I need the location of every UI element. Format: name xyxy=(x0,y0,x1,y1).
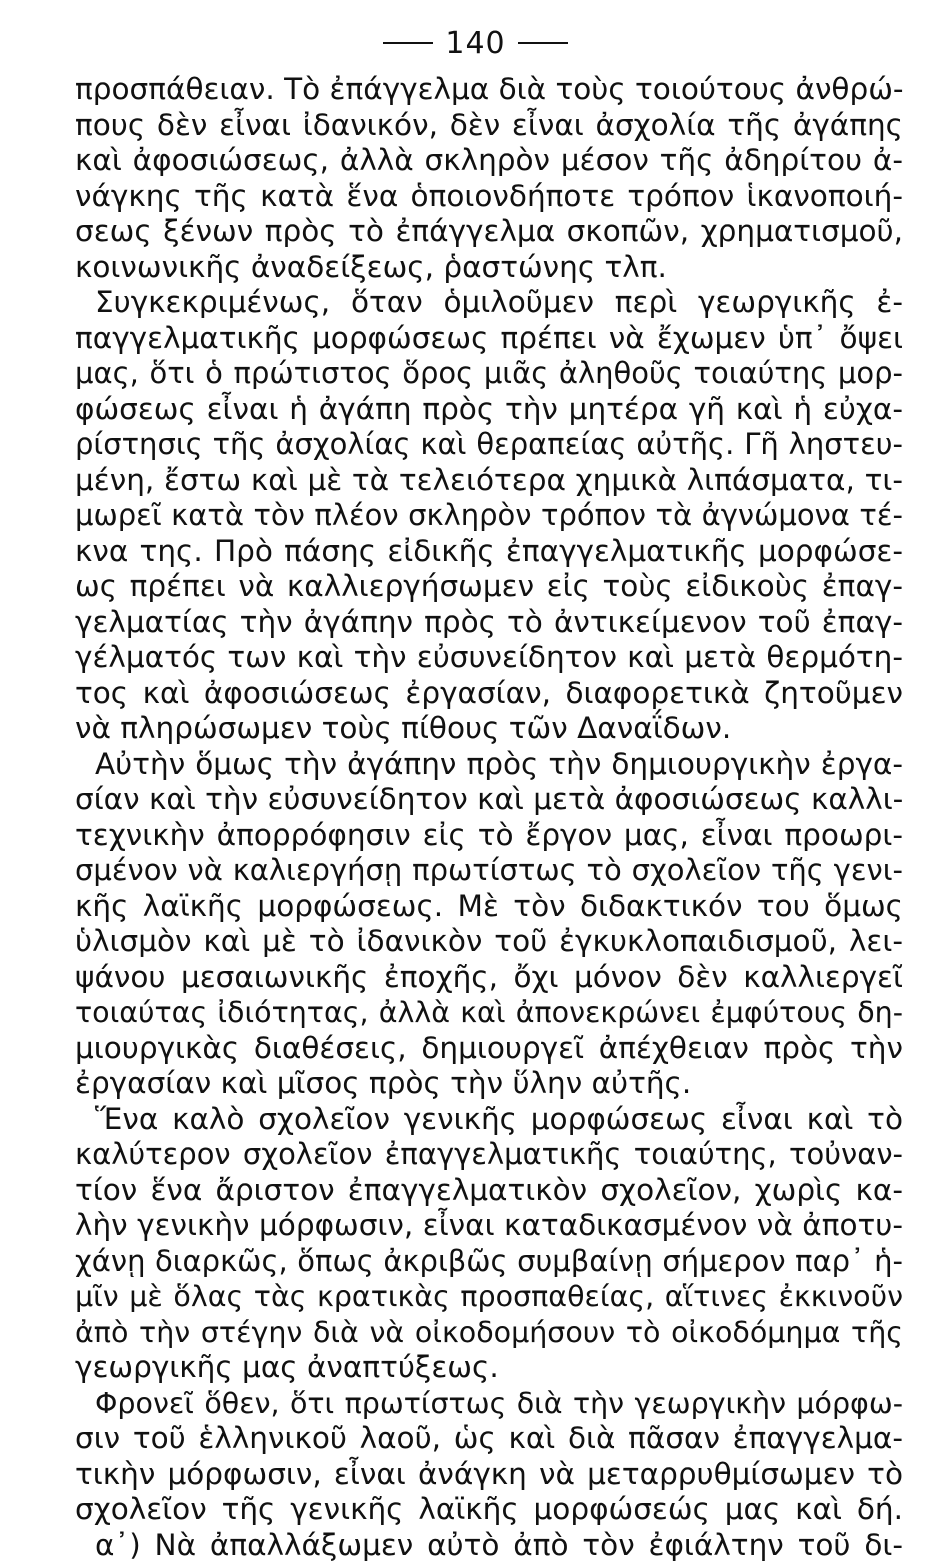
text-line: ως πρέπει νὰ καλλιεργήσωμεν εἰς τοὺς εἰδικοὺς ἐπαγ- xyxy=(75,569,903,605)
text-line: νὰ πληρώσωμεν τοὺς πίθους τῶν Δαναΐδων. xyxy=(75,711,903,747)
text-line: Φρονεῖ ὅθεν, ὅτι πρωτίστως διὰ τὴν γεωργικὴν μόρφω- xyxy=(75,1386,903,1422)
text-line: τος καὶ ἀφοσιώσεως ἐργασίαν, διαφορετικὰ ζητοῦμεν xyxy=(75,676,903,712)
text-line: χάνῃ διαρκῶς, ὅπως ἀκριβῶς συμβαίνῃ σήμερον παρ᾽ ἡ- xyxy=(75,1244,903,1280)
text-line: σίαν καὶ τὴν εὐσυνείδητον καὶ μετὰ ἀφοσιώσεως καλλι- xyxy=(75,782,903,818)
text-line: κνα της. Πρὸ πάσης εἰδικῆς ἐπαγγελματικῆς μορφώσε- xyxy=(75,534,903,570)
text-line: μένη, ἔστω καὶ μὲ τὰ τελειότερα χημικὰ λιπάσματα, τι- xyxy=(75,463,903,499)
page-number: 140 xyxy=(445,26,505,61)
text-line: ὑλισμὸν καὶ μὲ τὸ ἰδανικὸν τοῦ ἐγκυκλοπαιδισμοῦ, λει- xyxy=(75,924,903,960)
page-header xyxy=(0,18,951,68)
text-line: τοιαύτας ἰδιότητας, ἀλλὰ καὶ ἀπονεκρώνει ἐμφύτους δη- xyxy=(75,995,903,1031)
text-line: σιν τοῦ ἑλληνικοῦ λαοῦ, ὡς καὶ διὰ πᾶσαν ἐπαγγελμα- xyxy=(75,1421,903,1457)
text-line: μας, ὅτι ὁ πρώτιστος ὅρος μιᾶς ἀληθοῦς τοιαύτης μορ- xyxy=(75,356,903,392)
text-line: καὶ ἀφοσιώσεως, ἀλλὰ σκληρὸν μέσον τῆς ἀδηρίτου ἀ- xyxy=(75,143,903,179)
text-line: σμένον νὰ καλιεργήσῃ πρωτίστως τὸ σχολεῖον τῆς γενι- xyxy=(75,853,903,889)
text-line: ἐργασίαν καὶ μῖσος πρὸς τὴν ὕλην αὐτῆς. xyxy=(75,1066,903,1102)
text-line: α᾽) Νὰ ἀπαλλάξωμεν αὐτὸ ἀπὸ τὸν ἐφιάλτην τοῦ δι- xyxy=(75,1528,903,1563)
text-line: τεχνικὴν ἀπορρόφησιν εἰς τὸ ἔργον μας, εἶναι προωρι- xyxy=(75,818,903,854)
text-line: τικὴν μόρφωσιν, εἶναι ἀνάγκη νὰ μεταρρυθμίσωμεν τὸ xyxy=(75,1457,903,1493)
right-dash xyxy=(518,42,568,44)
body-text xyxy=(75,72,903,1563)
text-line: φώσεως εἶναι ἡ ἀγάπη πρὸς τὴν μητέρα γῆ καὶ ἡ εὐχα- xyxy=(75,392,903,428)
text-line: καλύτερον σχολεῖον ἐπαγγελματικῆς τοιαύτης, τοὐναν- xyxy=(75,1137,903,1173)
text-line: μῖν μὲ ὅλας τὰς κρατικὰς προσπαθείας, αἵτινες ἐκκινοῦν xyxy=(75,1279,903,1315)
text-line: κοινωνικῆς ἀναδείξεως, ῥαστώνης τλπ. xyxy=(75,250,903,286)
text-line: σχολεῖον τῆς γενικῆς λαϊκῆς μορφώσεώς μας καὶ δή. xyxy=(75,1492,903,1528)
text-line: ἀπὸ τὴν στέγην διὰ νὰ οἰκοδομήσουν τὸ οἰκοδόμημα τῆς xyxy=(75,1315,903,1351)
text-line: γέλματός των καὶ τὴν εὐσυνείδητον καὶ μετὰ θερμότη- xyxy=(75,640,903,676)
text-line: λὴν γενικὴν μόρφωσιν, εἶναι καταδικασμένον νὰ ἀποτυ- xyxy=(75,1208,903,1244)
text-line: Ἕνα καλὸ σχολεῖον γενικῆς μορφώσεως εἶναι καὶ τὸ xyxy=(75,1102,903,1138)
text-line: πους δὲν εἶναι ἰδανικόν, δὲν εἶναι ἀσχολία τῆς ἀγάπης xyxy=(75,108,903,144)
text-line: τίον ἕνα ἄριστον ἐπαγγελματικὸν σχολεῖον, χωρὶς κα- xyxy=(75,1173,903,1209)
text-line: κῆς λαϊκῆς μορφώσεως. Μὲ τὸν διδακτικόν του ὅμως xyxy=(75,889,903,925)
text-line: ψάνου μεσαιωνικῆς ἐποχῆς, ὄχι μόνον δὲν καλλιεργεῖ xyxy=(75,960,903,996)
text-line: Συγκεκριμένως, ὅταν ὁμιλοῦμεν περὶ γεωργικῆς ἐ- xyxy=(75,285,903,321)
left-dash xyxy=(383,42,433,44)
text-line: μιουργικὰς διαθέσεις, δημιουργεῖ ἀπέχθειαν πρὸς τὴν xyxy=(75,1031,903,1067)
text-line: γεωργικῆς μας ἀναπτύξεως. xyxy=(75,1350,903,1386)
text-line: νάγκης τῆς κατὰ ἕνα ὁποιονδήποτε τρόπον ἱκανοποιή- xyxy=(75,179,903,215)
text-line: ρίστησις τῆς ἀσχολίας καὶ θεραπείας αὐτῆς. Γῆ ληστευ- xyxy=(75,427,903,463)
text-line: γελματίας τὴν ἀγάπην πρὸς τὸ ἀντικείμενον τοῦ ἐπαγ- xyxy=(75,605,903,641)
text-line: προσπάθειαν. Τὸ ἐπάγγελμα διὰ τοὺς τοιούτους ἀνθρώ- xyxy=(75,72,903,108)
text-line: παγγελματικῆς μορφώσεως πρέπει νὰ ἔχωμεν ὑπ᾽ ὄψει xyxy=(75,321,903,357)
text-line: σεως ξένων πρὸς τὸ ἐπάγγελμα σκοπῶν, χρηματισμοῦ, xyxy=(75,214,903,250)
text-line: μωρεῖ κατὰ τὸν πλέον σκληρὸν τρόπον τὰ ἀγνώμονα τέ- xyxy=(75,498,903,534)
text-line: Αὐτὴν ὅμως τὴν ἀγάπην πρὸς τὴν δημιουργικὴν ἐργα- xyxy=(75,747,903,783)
